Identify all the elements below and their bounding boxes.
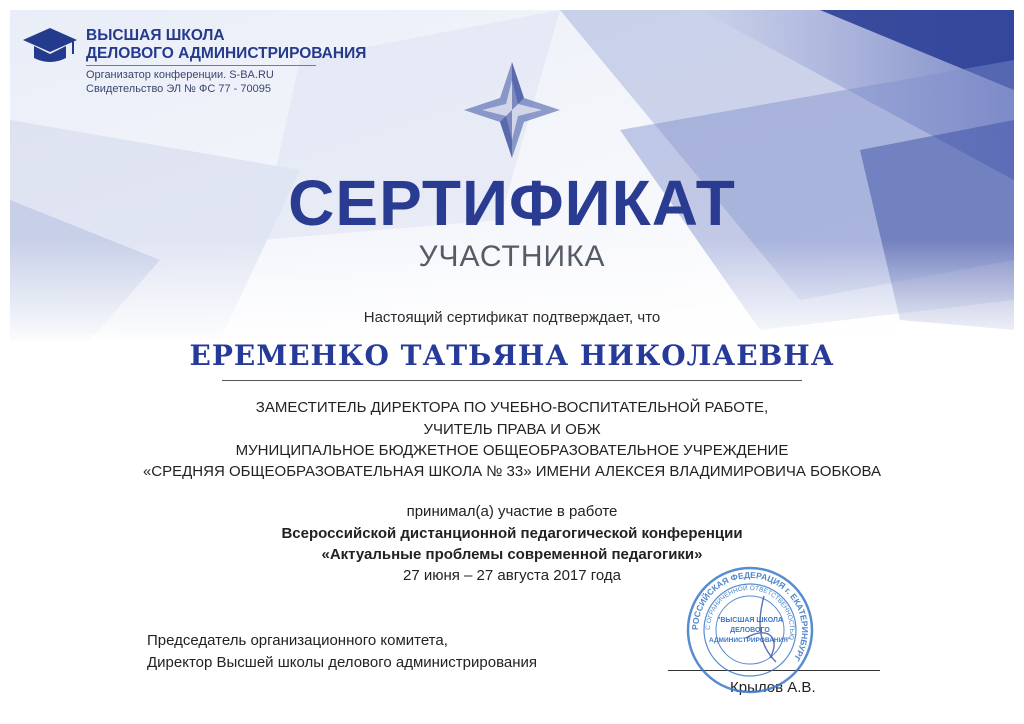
organization-stamp (686, 566, 814, 694)
header-divider (86, 65, 316, 66)
position-line-4: «СРЕДНЯЯ ОБЩЕОБРАЗОВАТЕЛЬНАЯ ШКОЛА № 33» ИМЕНИ АЛЕКСЕЯ ВЛАДИМИРОВИЧА БОБКОВА (142, 463, 882, 480)
event-name-line2: «Актуальные проблемы современной педагогики» (321, 546, 703, 563)
stamp-center-line3: АДМИНИСТРИРОВАНИЯ" (708, 637, 792, 644)
signatory-role-line2: Директор Высшей школы делового администрирования (147, 654, 537, 671)
graduation-cap-icon (22, 26, 78, 66)
event-name-line1: Всероссийской дистанционной педагогической конференции (281, 525, 743, 542)
intro-text: Настоящий сертификат подтверждает, что (363, 309, 661, 326)
certificate-subtitle: УЧАСТНИКА (418, 240, 606, 273)
participation-text: принимал(а) участие в работе (406, 503, 618, 520)
event-dates: 27 июня – 27 августа 2017 года (402, 567, 622, 584)
signatory-role-line1: Председатель организационного комитета, (147, 632, 448, 649)
stamp-outer-text: РОССИЙСКАЯ ФЕДЕРАЦИЯ г. ЕКАТЕРИНБУРГ (689, 569, 811, 664)
certificate-title: СЕРТИФИКАТ (288, 167, 736, 239)
position-line-1: ЗАМЕСТИТЕЛЬ ДИРЕКТОРА ПО УЧЕБНО-ВОСПИТАТЕЛЬНОЙ РАБОТЕ, (255, 399, 769, 416)
stamp-center-line1: "ВЫСШАЯ ШКОЛА (717, 617, 783, 624)
position-line-3: МУНИЦИПАЛЬНОЕ БЮДЖЕТНОЕ ОБЩЕОБРАЗОВАТЕЛЬНОЕ УЧРЕЖДЕНИЕ (235, 442, 789, 459)
organization-name-line2: ДЕЛОВОГО АДМИНИСТРИРОВАНИЯ (86, 45, 367, 62)
stamp-inner-text: С ОГРАНИЧЕННОЙ ОТВЕТСТВЕННОСТЬЮ (704, 584, 796, 641)
position-line-2: УЧИТЕЛЬ ПРАВА И ОБЖ (423, 421, 601, 438)
stamp-center-line2: ДЕЛОВОГО (730, 627, 770, 634)
signatory-name: Крылов А.В. (730, 679, 816, 696)
organization-name-line1: ВЫСШАЯ ШКОЛА (86, 27, 225, 44)
compass-star-icon (462, 60, 562, 160)
name-underline (222, 380, 802, 381)
registration-text: Свидетельство ЭЛ № ФС 77 - 70095 (86, 83, 271, 95)
recipient-name: ЕРЕМЕНКО ТАТЬЯНА НИКОЛАЕВНА (189, 339, 835, 372)
organizer-text: Организатор конференции. S-BA.RU (86, 69, 274, 81)
